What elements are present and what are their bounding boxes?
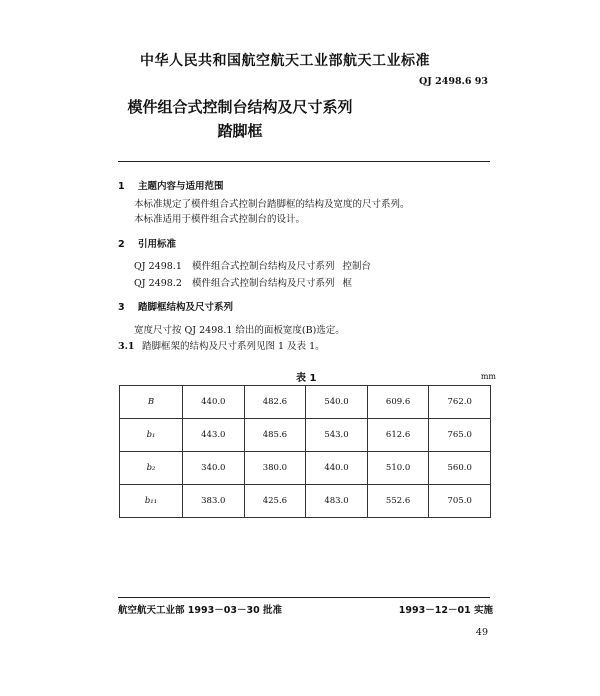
- table-cell: 560.0: [429, 452, 491, 485]
- table-row: [120, 452, 491, 485]
- implementation-date: 1993－12－01 实施: [398, 605, 493, 616]
- table-cell: 383.0: [183, 485, 245, 518]
- reference-text: 模件组合式控制台结构及尺寸系列: [192, 278, 335, 289]
- table-cell: 762.0: [429, 386, 491, 419]
- table-cell: 440.0: [183, 386, 245, 419]
- table-cell: 552.6: [367, 485, 429, 518]
- subsection-number: 3.1: [118, 341, 135, 352]
- reference-code: QJ 2498.1: [134, 261, 182, 272]
- table-cell: 540.0: [306, 386, 368, 419]
- reference-1: [134, 258, 371, 272]
- page-number: 49: [475, 627, 488, 638]
- section-number: 1: [118, 181, 125, 192]
- table-cell: 612.6: [367, 419, 429, 452]
- approval-date: 航空航天工业部 1993－03－30 批准: [118, 605, 282, 616]
- table-cell: 765.0: [429, 419, 491, 452]
- table-cell: 380.0: [244, 452, 306, 485]
- section-number: 3: [118, 302, 125, 313]
- table-cell: 340.0: [183, 452, 245, 485]
- standard-code: QJ 2498.6 93: [419, 76, 488, 87]
- table-caption: 表 1: [296, 373, 317, 384]
- table-cell: 482.6: [244, 386, 306, 419]
- table-cell: 609.6: [367, 386, 429, 419]
- bottom-divider: [118, 597, 490, 598]
- table-cell: 443.0: [183, 419, 245, 452]
- section-3-heading: [118, 299, 233, 313]
- section-heading-text: 踏脚框结构及尺寸系列: [138, 302, 234, 313]
- row-label: b₁: [120, 419, 183, 452]
- standard-authority-header: 中华人民共和国航空航天工业部航天工业标准: [140, 53, 430, 69]
- table-cell: 510.0: [367, 452, 429, 485]
- table-cell: 543.0: [306, 419, 368, 452]
- section-1-heading: [118, 178, 224, 192]
- table-row: [120, 419, 491, 452]
- table-cell: 705.0: [429, 485, 491, 518]
- table-cell: 440.0: [306, 452, 368, 485]
- reference-code: QJ 2498.2: [134, 278, 182, 289]
- section-heading-text: 引用标准: [138, 239, 177, 250]
- subsection-text: 踏脚框架的结构及尺寸系列见图 1 及表 1。: [142, 341, 325, 352]
- document-subtitle: 踏脚框: [217, 122, 263, 140]
- reference-part: 框: [342, 278, 353, 289]
- section-3-line-1: 宽度尺寸按 QJ 2498.1 给出的面板宽度(B)选定。: [134, 325, 345, 336]
- table-cell: 425.6: [244, 485, 306, 518]
- section-number: 2: [118, 239, 125, 250]
- reference-part: 控制台: [342, 261, 372, 272]
- row-label: B: [120, 386, 183, 419]
- reference-text: 模件组合式控制台结构及尺寸系列: [192, 261, 335, 272]
- table-row: [120, 386, 491, 419]
- section-heading-text: 主题内容与适用范围: [138, 181, 224, 192]
- top-divider: [118, 161, 490, 162]
- table-row: [120, 485, 491, 518]
- row-label: b₂: [120, 452, 183, 485]
- section-1-line-2: 本标准适用于模件组合式控制台的设计。: [134, 214, 306, 225]
- section-2-heading: [118, 236, 176, 250]
- table-cell: 483.0: [306, 485, 368, 518]
- table-unit: mm: [480, 372, 496, 381]
- section-1-line-1: 本标准规定了模件组合式控制台踏脚框的结构及宽度的尺寸系列。: [134, 199, 410, 210]
- subsection-3-1: [118, 338, 325, 352]
- document-title: 模件组合式控制台结构及尺寸系列: [127, 98, 353, 116]
- row-label: b₁₁: [120, 485, 183, 518]
- dimension-table: [119, 385, 491, 518]
- reference-2: [134, 275, 352, 289]
- table-cell: 485.6: [244, 419, 306, 452]
